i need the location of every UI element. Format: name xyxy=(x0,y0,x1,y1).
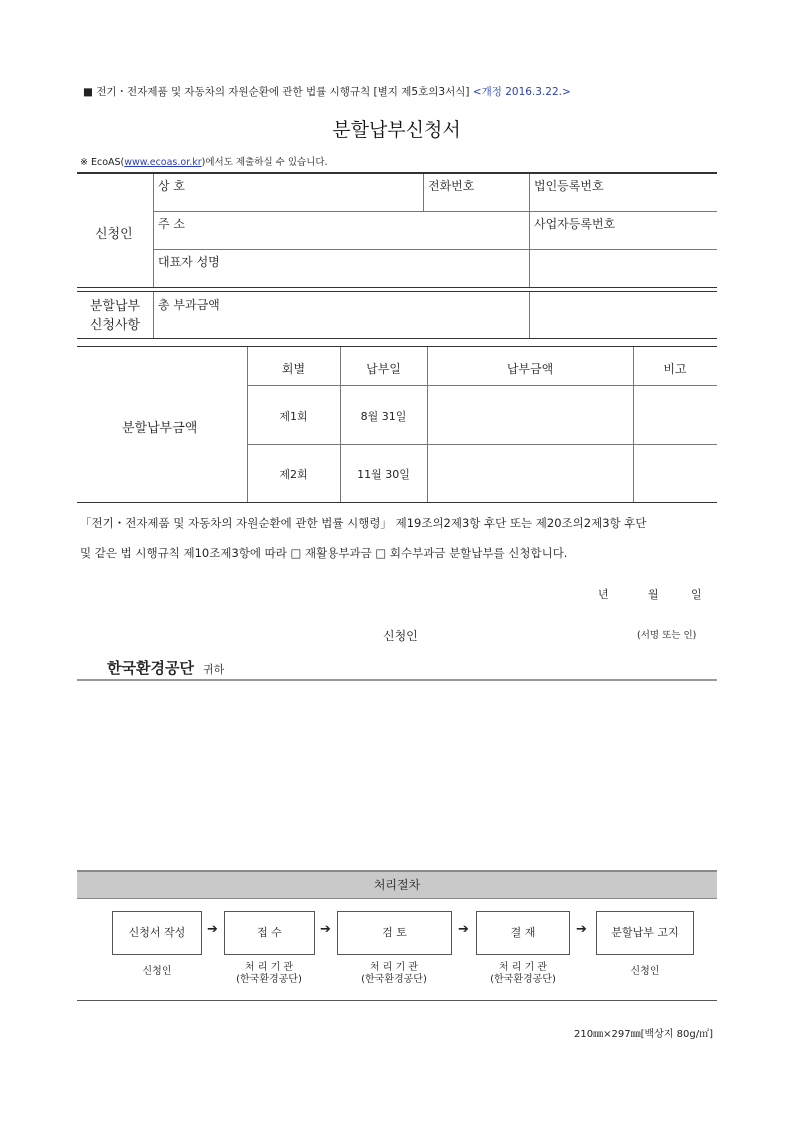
declaration-line-1: 「전기・전자제품 및 자동차의 자원순환에 관한 법률 시행령」 제19조의2제3항 후단 또는 제20조의2제3항 후단 xyxy=(80,516,647,530)
divider xyxy=(77,172,717,174)
online-notice: ※ EcoAS(www.ecoas.or.kr)에서도 제출하실 수 있습니다. xyxy=(80,157,328,168)
page-title: 분할납부신청서 xyxy=(332,119,461,141)
phone-field[interactable]: 전화번호 xyxy=(428,179,475,193)
declaration-line-2: 및 같은 법 시행규칙 제10조제3항에 따라 □ 재활용부과금 □ 회수부과금 분할납부를 신청합니다. xyxy=(80,546,568,560)
ecoas-link[interactable]: www.ecoas.or.kr xyxy=(124,157,202,168)
row-1-date: 8월 31일 xyxy=(360,410,407,423)
step-review-actor: 처 리 기 관 (한국환경공단) xyxy=(361,962,427,985)
installment-request-label: 분할납부 신청사항 xyxy=(89,299,141,333)
divider xyxy=(77,338,717,339)
divider xyxy=(529,292,530,338)
divider xyxy=(247,385,717,386)
divider xyxy=(153,292,154,338)
signature-applicant-label: 신청인 xyxy=(383,629,418,643)
arrow-icon: ➔ xyxy=(320,922,331,937)
divider xyxy=(423,174,424,211)
divider xyxy=(77,287,717,288)
divider xyxy=(153,249,717,250)
recipient-suffix: 귀하 xyxy=(203,663,225,676)
step-approve-actor: 처 리 기 관 (한국환경공단) xyxy=(490,962,556,985)
biz-reg-no-field[interactable]: 사업자등록번호 xyxy=(534,217,616,231)
total-levy-field[interactable]: 총 부과금액 xyxy=(158,298,220,312)
divider xyxy=(153,211,717,212)
row-1-round: 제1회 xyxy=(279,410,308,423)
arrow-icon: ➔ xyxy=(458,922,469,937)
row-1-note-field[interactable] xyxy=(638,408,712,428)
col-header-round: 회별 xyxy=(281,362,306,376)
revision-date: <개정 2016.3.22.> xyxy=(472,86,571,98)
signature-field[interactable]: (서명 또는 인) xyxy=(637,630,697,641)
installment-amount-label: 분할납부금액 xyxy=(122,421,198,436)
representative-field[interactable]: 대표자 성명 xyxy=(158,255,220,269)
row-2-date: 11월 30일 xyxy=(357,468,410,481)
step-notice: 분할납부 고지 xyxy=(596,911,694,955)
divider xyxy=(247,444,717,445)
date-year: 년 xyxy=(598,588,609,601)
procedure-title: 처리절차 xyxy=(77,870,717,899)
step-review: 검 토 xyxy=(337,911,452,955)
divider xyxy=(77,502,717,503)
recipient-name: 한국환경공단 xyxy=(107,659,194,677)
form-reference xyxy=(83,84,571,99)
arrow-icon: ➔ xyxy=(576,922,587,937)
col-header-note: 비고 xyxy=(663,362,687,376)
company-name-field[interactable]: 상 호 xyxy=(158,179,185,193)
recipient xyxy=(107,657,224,678)
divider xyxy=(77,679,717,681)
date-day: 일 xyxy=(691,588,702,601)
row-2-note-field[interactable] xyxy=(638,466,712,486)
step-notice-actor: 신청인 xyxy=(630,966,660,977)
step-receive: 접 수 xyxy=(224,911,315,955)
row-2-round: 제2회 xyxy=(279,468,308,481)
divider xyxy=(77,346,717,347)
address-field[interactable]: 주 소 xyxy=(158,217,185,231)
divider xyxy=(153,174,154,287)
divider xyxy=(77,1000,717,1001)
date-month: 월 xyxy=(648,588,659,601)
row-2-amount-field[interactable] xyxy=(432,466,628,486)
row-1-amount-field[interactable] xyxy=(432,408,628,428)
divider xyxy=(529,174,530,287)
paper-spec: 210㎜×297㎜[백상지 80g/㎡] xyxy=(574,1029,713,1040)
col-header-date: 납부일 xyxy=(366,362,401,376)
divider xyxy=(77,291,717,292)
step-apply-actor: 신청인 xyxy=(142,966,172,977)
step-approve: 결 재 xyxy=(476,911,570,955)
arrow-icon: ➔ xyxy=(207,922,218,937)
applicant-section-label: 신청인 xyxy=(95,227,133,242)
corp-reg-no-field[interactable]: 법인등록번호 xyxy=(534,179,604,193)
step-apply: 신청서 작성 xyxy=(112,911,202,955)
form-law-reference: ■ 전기・전자제품 및 자동차의 자원순환에 관한 법률 시행규칙 [별지 제5호의3서식] xyxy=(83,86,470,98)
step-receive-actor: 처 리 기 관 (한국환경공단) xyxy=(236,962,302,985)
col-header-amount: 납부금액 xyxy=(506,362,554,376)
